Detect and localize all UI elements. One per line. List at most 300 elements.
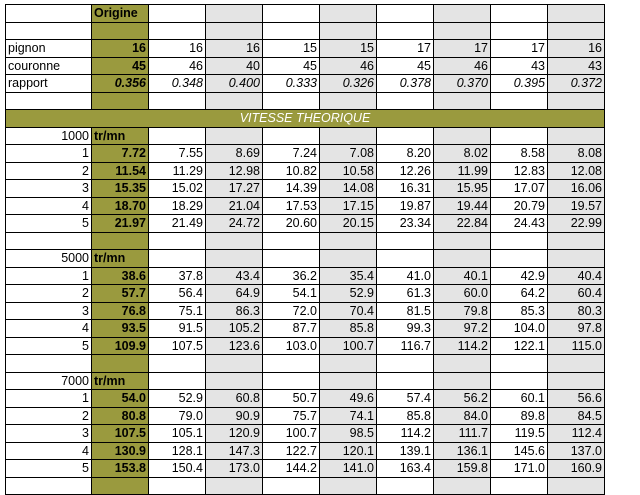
- value-cell[interactable]: [263, 92, 320, 110]
- origine-cell[interactable]: [92, 232, 149, 250]
- value-cell[interactable]: [206, 372, 263, 390]
- value-cell[interactable]: [491, 232, 548, 250]
- speed-cell[interactable]: 100.7: [320, 337, 377, 355]
- rpm-value[interactable]: 7000: [6, 372, 92, 390]
- value-cell[interactable]: 16: [149, 40, 206, 58]
- speed-cell[interactable]: 8.02: [434, 145, 491, 163]
- value-cell[interactable]: 43: [548, 57, 605, 75]
- header-cell[interactable]: [377, 5, 434, 23]
- speed-cell[interactable]: 141.0: [320, 460, 377, 478]
- gear-number[interactable]: 5: [6, 215, 92, 233]
- speed-cell[interactable]: 36.2: [263, 267, 320, 285]
- origine-speed[interactable]: 54.0: [92, 390, 149, 408]
- rpm-value[interactable]: 1000: [6, 127, 92, 145]
- value-cell[interactable]: [548, 250, 605, 268]
- gear-number[interactable]: 3: [6, 302, 92, 320]
- header-cell[interactable]: [491, 5, 548, 23]
- speed-cell[interactable]: 49.6: [320, 390, 377, 408]
- speed-cell[interactable]: 114.2: [377, 425, 434, 443]
- value-cell[interactable]: [149, 477, 206, 495]
- speed-cell[interactable]: 136.1: [434, 442, 491, 460]
- label-cell[interactable]: [6, 232, 92, 250]
- gear-number[interactable]: 4: [6, 442, 92, 460]
- spacer-row: [6, 477, 605, 495]
- gear-row: [6, 425, 605, 443]
- value-cell[interactable]: [206, 127, 263, 145]
- origine-speed[interactable]: 18.70: [92, 197, 149, 215]
- value-cell[interactable]: [377, 355, 434, 373]
- value-cell[interactable]: [320, 22, 377, 40]
- gear-number[interactable]: 2: [6, 162, 92, 180]
- value-cell[interactable]: [434, 250, 491, 268]
- speed-cell[interactable]: 35.4: [320, 267, 377, 285]
- value-cell[interactable]: [548, 372, 605, 390]
- value-cell[interactable]: [149, 250, 206, 268]
- value-cell[interactable]: [320, 250, 377, 268]
- speed-cell[interactable]: 85.8: [320, 320, 377, 338]
- speed-cell[interactable]: 100.7: [263, 425, 320, 443]
- speed-cell[interactable]: 11.99: [434, 162, 491, 180]
- speed-cell[interactable]: 10.58: [320, 162, 377, 180]
- gear-row: [6, 302, 605, 320]
- speed-cell[interactable]: 70.4: [320, 302, 377, 320]
- value-cell[interactable]: [320, 372, 377, 390]
- speed-cell[interactable]: 107.5: [149, 337, 206, 355]
- speed-cell[interactable]: 147.3: [206, 442, 263, 460]
- value-cell[interactable]: [320, 355, 377, 373]
- origine-value[interactable]: 45: [92, 57, 149, 75]
- value-cell[interactable]: 16: [206, 40, 263, 58]
- speed-cell[interactable]: 86.3: [206, 302, 263, 320]
- value-cell[interactable]: [320, 477, 377, 495]
- gear-number[interactable]: 5: [6, 337, 92, 355]
- value-cell[interactable]: [263, 22, 320, 40]
- speed-cell[interactable]: 120.9: [206, 425, 263, 443]
- gear-row: [6, 460, 605, 478]
- value-cell[interactable]: 17: [434, 40, 491, 58]
- speed-cell[interactable]: 98.5: [320, 425, 377, 443]
- value-cell[interactable]: 0.395: [491, 75, 548, 93]
- speed-cell[interactable]: 103.0: [263, 337, 320, 355]
- speed-cell[interactable]: 114.2: [434, 337, 491, 355]
- value-cell[interactable]: [206, 92, 263, 110]
- origine-value[interactable]: 16: [92, 40, 149, 58]
- speed-cell[interactable]: 50.7: [263, 390, 320, 408]
- value-cell[interactable]: [434, 92, 491, 110]
- speed-cell[interactable]: 60.8: [206, 390, 263, 408]
- section-title[interactable]: VITESSE THEORIQUE: [6, 110, 605, 128]
- rpm-header-row: [6, 127, 605, 145]
- speed-cell[interactable]: 40.4: [548, 267, 605, 285]
- spacer-row: [6, 92, 605, 110]
- speed-cell[interactable]: 24.72: [206, 215, 263, 233]
- speed-cell[interactable]: 64.9: [206, 285, 263, 303]
- origine-speed[interactable]: 153.8: [92, 460, 149, 478]
- speed-cell[interactable]: 8.08: [548, 145, 605, 163]
- gear-number[interactable]: 3: [6, 180, 92, 198]
- origine-cell[interactable]: [92, 92, 149, 110]
- value-cell[interactable]: [377, 92, 434, 110]
- gear-number[interactable]: 1: [6, 390, 92, 408]
- value-cell[interactable]: 46: [434, 57, 491, 75]
- value-cell[interactable]: [548, 232, 605, 250]
- speed-cell[interactable]: 19.57: [548, 197, 605, 215]
- speed-cell[interactable]: 173.0: [206, 460, 263, 478]
- value-cell[interactable]: [491, 92, 548, 110]
- speed-cell[interactable]: 14.08: [320, 180, 377, 198]
- speed-cell[interactable]: 79.8: [434, 302, 491, 320]
- speed-cell[interactable]: 17.15: [320, 197, 377, 215]
- header-cell[interactable]: [149, 5, 206, 23]
- speed-cell[interactable]: 79.0: [149, 407, 206, 425]
- speed-cell[interactable]: 41.0: [377, 267, 434, 285]
- speed-cell[interactable]: 10.82: [263, 162, 320, 180]
- value-cell[interactable]: [491, 372, 548, 390]
- speed-cell[interactable]: 52.9: [149, 390, 206, 408]
- value-cell[interactable]: 0.326: [320, 75, 377, 93]
- speed-cell[interactable]: 139.1: [377, 442, 434, 460]
- rpm-value[interactable]: 5000: [6, 250, 92, 268]
- origine-value[interactable]: 0.356: [92, 75, 149, 93]
- speed-cell[interactable]: 112.4: [548, 425, 605, 443]
- speed-cell[interactable]: 97.8: [548, 320, 605, 338]
- setup-row-rapport: [6, 75, 605, 93]
- speed-cell[interactable]: 122.7: [263, 442, 320, 460]
- speed-cell[interactable]: 17.53: [263, 197, 320, 215]
- speed-cell[interactable]: 91.5: [149, 320, 206, 338]
- value-cell[interactable]: 0.348: [149, 75, 206, 93]
- speed-cell[interactable]: 60.4: [548, 285, 605, 303]
- gear-row: [6, 215, 605, 233]
- gear-row: [6, 197, 605, 215]
- speed-cell[interactable]: 116.7: [377, 337, 434, 355]
- speed-cell[interactable]: 171.0: [491, 460, 548, 478]
- origine-speed[interactable]: 21.97: [92, 215, 149, 233]
- speed-cell[interactable]: 111.7: [434, 425, 491, 443]
- speed-cell[interactable]: 144.2: [263, 460, 320, 478]
- speed-cell[interactable]: 23.34: [377, 215, 434, 233]
- value-cell[interactable]: [377, 22, 434, 40]
- origine-speed[interactable]: 57.7: [92, 285, 149, 303]
- speed-cell[interactable]: 150.4: [149, 460, 206, 478]
- gear-number[interactable]: 4: [6, 197, 92, 215]
- origine-cell[interactable]: [92, 22, 149, 40]
- label-cell[interactable]: [6, 355, 92, 373]
- value-cell[interactable]: [434, 127, 491, 145]
- value-cell[interactable]: [491, 477, 548, 495]
- section-band: [6, 110, 605, 128]
- speed-cell[interactable]: 22.99: [548, 215, 605, 233]
- value-cell[interactable]: [491, 127, 548, 145]
- value-cell[interactable]: 40: [206, 57, 263, 75]
- value-cell[interactable]: [377, 477, 434, 495]
- speed-cell[interactable]: 20.15: [320, 215, 377, 233]
- speed-cell[interactable]: 7.08: [320, 145, 377, 163]
- value-cell[interactable]: [491, 22, 548, 40]
- value-cell[interactable]: [548, 477, 605, 495]
- value-cell[interactable]: [377, 372, 434, 390]
- header-row: [6, 5, 605, 23]
- origine-speed[interactable]: 11.54: [92, 162, 149, 180]
- value-cell[interactable]: [149, 92, 206, 110]
- value-cell[interactable]: 46: [149, 57, 206, 75]
- speed-cell[interactable]: 12.26: [377, 162, 434, 180]
- speed-cell[interactable]: 12.08: [548, 162, 605, 180]
- speed-cell[interactable]: 20.79: [491, 197, 548, 215]
- speed-cell[interactable]: 8.20: [377, 145, 434, 163]
- header-cell[interactable]: [263, 5, 320, 23]
- origine-cell[interactable]: [92, 355, 149, 373]
- value-cell[interactable]: [491, 250, 548, 268]
- speed-cell[interactable]: 64.2: [491, 285, 548, 303]
- value-cell[interactable]: [206, 477, 263, 495]
- value-cell[interactable]: [377, 232, 434, 250]
- speed-cell[interactable]: 12.83: [491, 162, 548, 180]
- value-cell[interactable]: [263, 127, 320, 145]
- value-cell[interactable]: 17: [377, 40, 434, 58]
- speed-cell[interactable]: 40.1: [434, 267, 491, 285]
- speed-cell[interactable]: 145.6: [491, 442, 548, 460]
- speed-cell[interactable]: 7.55: [149, 145, 206, 163]
- value-cell[interactable]: [320, 232, 377, 250]
- speed-cell[interactable]: 17.07: [491, 180, 548, 198]
- value-cell[interactable]: 17: [491, 40, 548, 58]
- rpm-header-row: [6, 250, 605, 268]
- speed-cell[interactable]: 15.95: [434, 180, 491, 198]
- value-cell[interactable]: [548, 355, 605, 373]
- value-cell[interactable]: 15: [263, 40, 320, 58]
- origine-speed[interactable]: 107.5: [92, 425, 149, 443]
- gear-row: [6, 407, 605, 425]
- speed-cell[interactable]: 56.6: [548, 390, 605, 408]
- value-cell[interactable]: [434, 372, 491, 390]
- value-cell[interactable]: [434, 232, 491, 250]
- speed-cell[interactable]: 80.3: [548, 302, 605, 320]
- gear-number[interactable]: 5: [6, 460, 92, 478]
- speed-cell[interactable]: 81.5: [377, 302, 434, 320]
- table-body: [6, 5, 605, 495]
- setup-row-couronne: [6, 57, 605, 75]
- value-cell[interactable]: 0.372: [548, 75, 605, 93]
- value-cell[interactable]: [263, 355, 320, 373]
- origine-speed[interactable]: 76.8: [92, 302, 149, 320]
- spacer-row: [6, 355, 605, 373]
- value-cell[interactable]: [263, 232, 320, 250]
- gear-ratio-speed-table: [5, 4, 605, 495]
- origine-cell[interactable]: [92, 477, 149, 495]
- speed-cell[interactable]: 56.4: [149, 285, 206, 303]
- value-cell[interactable]: [320, 127, 377, 145]
- speed-cell[interactable]: 56.2: [434, 390, 491, 408]
- speed-cell[interactable]: 20.60: [263, 215, 320, 233]
- speed-cell[interactable]: 12.98: [206, 162, 263, 180]
- speed-cell[interactable]: 8.69: [206, 145, 263, 163]
- speed-cell[interactable]: 60.1: [491, 390, 548, 408]
- value-cell[interactable]: 45: [263, 57, 320, 75]
- setup-row-pignon: [6, 40, 605, 58]
- speed-cell[interactable]: 61.3: [377, 285, 434, 303]
- speed-cell[interactable]: 89.8: [491, 407, 548, 425]
- value-cell[interactable]: 43: [491, 57, 548, 75]
- speed-cell[interactable]: 18.29: [149, 197, 206, 215]
- speed-cell[interactable]: 85.3: [491, 302, 548, 320]
- speed-cell[interactable]: 90.9: [206, 407, 263, 425]
- origine-speed[interactable]: 93.5: [92, 320, 149, 338]
- spacer-row: [6, 232, 605, 250]
- speed-cell[interactable]: 37.8: [149, 267, 206, 285]
- gear-row: [6, 390, 605, 408]
- value-cell[interactable]: [263, 477, 320, 495]
- gear-row: [6, 442, 605, 460]
- speed-cell[interactable]: 7.24: [263, 145, 320, 163]
- speed-cell[interactable]: 115.0: [548, 337, 605, 355]
- value-cell[interactable]: [263, 372, 320, 390]
- value-cell[interactable]: [491, 355, 548, 373]
- origine-header[interactable]: Origine: [92, 5, 149, 23]
- speed-cell[interactable]: 42.9: [491, 267, 548, 285]
- value-cell[interactable]: [149, 232, 206, 250]
- origine-speed[interactable]: 109.9: [92, 337, 149, 355]
- speed-cell[interactable]: 14.39: [263, 180, 320, 198]
- label-cell[interactable]: [6, 22, 92, 40]
- origine-speed[interactable]: 15.35: [92, 180, 149, 198]
- speed-cell[interactable]: 75.7: [263, 407, 320, 425]
- value-cell[interactable]: 0.400: [206, 75, 263, 93]
- speed-cell[interactable]: 52.9: [320, 285, 377, 303]
- speed-cell[interactable]: 128.1: [149, 442, 206, 460]
- speed-cell[interactable]: 72.0: [263, 302, 320, 320]
- value-cell[interactable]: 45: [377, 57, 434, 75]
- speed-cell[interactable]: 105.2: [206, 320, 263, 338]
- gear-row: [6, 320, 605, 338]
- value-cell[interactable]: [377, 250, 434, 268]
- speed-cell[interactable]: 75.1: [149, 302, 206, 320]
- speed-cell[interactable]: 160.9: [548, 460, 605, 478]
- row-label[interactable]: couronne: [6, 57, 92, 75]
- speed-cell[interactable]: 84.5: [548, 407, 605, 425]
- value-cell[interactable]: [434, 355, 491, 373]
- gear-row: [6, 162, 605, 180]
- value-cell[interactable]: [434, 477, 491, 495]
- value-cell[interactable]: [149, 355, 206, 373]
- speed-cell[interactable]: 21.49: [149, 215, 206, 233]
- speed-cell[interactable]: 8.58: [491, 145, 548, 163]
- value-cell[interactable]: 0.333: [263, 75, 320, 93]
- speed-cell[interactable]: 105.1: [149, 425, 206, 443]
- header-cell[interactable]: [434, 5, 491, 23]
- row-label[interactable]: pignon: [6, 40, 92, 58]
- speed-cell[interactable]: 11.29: [149, 162, 206, 180]
- value-cell[interactable]: 0.378: [377, 75, 434, 93]
- value-cell[interactable]: [320, 92, 377, 110]
- value-cell[interactable]: 16: [548, 40, 605, 58]
- value-cell[interactable]: [206, 250, 263, 268]
- gear-row: [6, 267, 605, 285]
- speed-cell[interactable]: 57.4: [377, 390, 434, 408]
- speed-cell[interactable]: 21.04: [206, 197, 263, 215]
- speed-cell[interactable]: 19.44: [434, 197, 491, 215]
- value-cell[interactable]: [149, 372, 206, 390]
- speed-cell[interactable]: 122.1: [491, 337, 548, 355]
- gear-row: [6, 145, 605, 163]
- value-cell[interactable]: [434, 22, 491, 40]
- gear-row: [6, 180, 605, 198]
- speed-cell[interactable]: 159.8: [434, 460, 491, 478]
- value-cell[interactable]: 46: [320, 57, 377, 75]
- value-cell[interactable]: [206, 232, 263, 250]
- speed-cell[interactable]: 17.27: [206, 180, 263, 198]
- rpm-unit[interactable]: tr/mn: [92, 372, 149, 390]
- speed-cell[interactable]: 87.7: [263, 320, 320, 338]
- value-cell[interactable]: [206, 22, 263, 40]
- origine-speed[interactable]: 7.72: [92, 145, 149, 163]
- value-cell[interactable]: 0.370: [434, 75, 491, 93]
- gear-number[interactable]: 1: [6, 267, 92, 285]
- rpm-unit[interactable]: tr/mn: [92, 250, 149, 268]
- rpm-unit[interactable]: tr/mn: [92, 127, 149, 145]
- value-cell[interactable]: [149, 127, 206, 145]
- gear-row: [6, 337, 605, 355]
- speed-cell[interactable]: 54.1: [263, 285, 320, 303]
- speed-cell[interactable]: 119.5: [491, 425, 548, 443]
- gear-number[interactable]: 2: [6, 285, 92, 303]
- header-cell[interactable]: [548, 5, 605, 23]
- speed-cell[interactable]: 163.4: [377, 460, 434, 478]
- speed-cell[interactable]: 19.87: [377, 197, 434, 215]
- header-cell[interactable]: [320, 5, 377, 23]
- origine-speed[interactable]: 38.6: [92, 267, 149, 285]
- speed-cell[interactable]: 16.06: [548, 180, 605, 198]
- speed-cell[interactable]: 74.1: [320, 407, 377, 425]
- value-cell[interactable]: [263, 250, 320, 268]
- rpm-header-row: [6, 372, 605, 390]
- gear-number[interactable]: 4: [6, 320, 92, 338]
- origine-speed[interactable]: 80.8: [92, 407, 149, 425]
- speed-cell[interactable]: 99.3: [377, 320, 434, 338]
- row-label[interactable]: rapport: [6, 75, 92, 93]
- speed-cell[interactable]: 104.0: [491, 320, 548, 338]
- speed-cell[interactable]: 120.1: [320, 442, 377, 460]
- speed-cell[interactable]: 137.0: [548, 442, 605, 460]
- origine-speed[interactable]: 130.9: [92, 442, 149, 460]
- speed-cell[interactable]: 16.31: [377, 180, 434, 198]
- gear-number[interactable]: 3: [6, 425, 92, 443]
- value-cell[interactable]: [206, 355, 263, 373]
- speed-cell[interactable]: 15.02: [149, 180, 206, 198]
- speed-cell[interactable]: 22.84: [434, 215, 491, 233]
- speed-cell[interactable]: 60.0: [434, 285, 491, 303]
- value-cell[interactable]: 15: [320, 40, 377, 58]
- label-cell[interactable]: [6, 477, 92, 495]
- speed-cell[interactable]: 85.8: [377, 407, 434, 425]
- value-cell[interactable]: [548, 127, 605, 145]
- gear-number[interactable]: 2: [6, 407, 92, 425]
- value-cell[interactable]: [548, 22, 605, 40]
- speed-cell[interactable]: 84.0: [434, 407, 491, 425]
- gear-row: [6, 285, 605, 303]
- value-cell[interactable]: [548, 92, 605, 110]
- gear-number[interactable]: 1: [6, 145, 92, 163]
- speed-cell[interactable]: 123.6: [206, 337, 263, 355]
- label-cell[interactable]: [6, 92, 92, 110]
- speed-cell[interactable]: 24.43: [491, 215, 548, 233]
- value-cell[interactable]: [377, 127, 434, 145]
- value-cell[interactable]: [149, 22, 206, 40]
- header-cell[interactable]: [206, 5, 263, 23]
- corner-cell[interactable]: [6, 5, 92, 23]
- speed-cell[interactable]: 43.4: [206, 267, 263, 285]
- speed-cell[interactable]: 97.2: [434, 320, 491, 338]
